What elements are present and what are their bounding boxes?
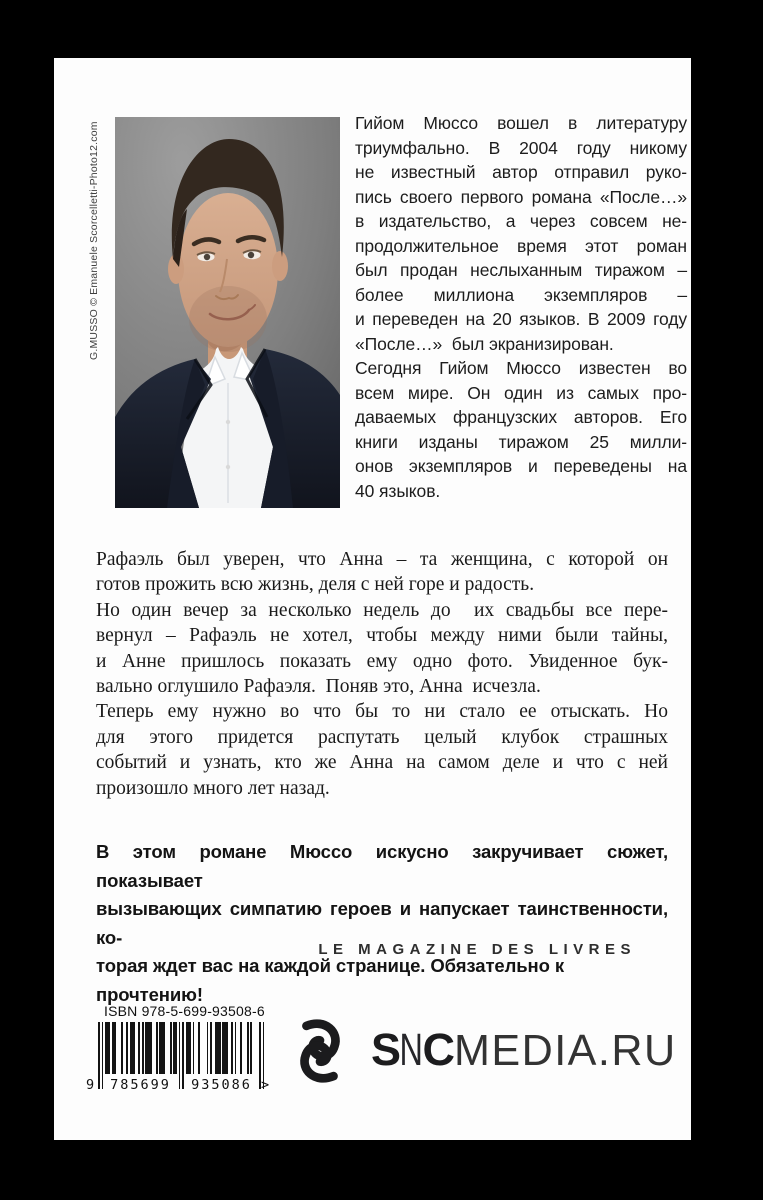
barcode-suffix: > [261, 1077, 270, 1093]
text-line: книги изданы тиражом 25 милли- [355, 431, 687, 452]
text-line: произошло много лет назад. [96, 777, 330, 799]
eksmo-swirl-icon [291, 1015, 349, 1087]
isbn-label: ISBN 978-5-699-93508-6 [104, 1003, 265, 1019]
text-line: вернул – Рафаэль не хотел, чтобы между ними были тайны, [96, 625, 668, 647]
text-line: пись своего первого романа «После…» [355, 186, 687, 207]
barcode-digits-right: 935086 [186, 1077, 257, 1093]
text-line: Но один вечер за несколько недель до их свадьбы все пере- [96, 599, 668, 621]
text-line: не известный автор отправил руко- [355, 162, 687, 182]
site-logo-s: S [371, 1024, 401, 1075]
author-portrait-illustration [115, 117, 340, 508]
text-line: Сегодня Гийом Мюссо известен во [355, 358, 687, 378]
author-photo [115, 117, 340, 508]
text-line: более миллиона экземпляров – [355, 284, 687, 305]
site-logo-rest: MEDIA.RU [454, 1026, 677, 1075]
text-line: всем мире. Он один из самых про- [355, 382, 687, 403]
text-line: вызывающих симпатию героев и напускает таинственности, ко- [96, 898, 674, 948]
text-line: продолжительное время этот роман [355, 235, 687, 256]
barcode-block [86, 1003, 298, 1093]
text-line: Теперь ему нужно во что бы то ни стало ее отыскать. Но [96, 701, 668, 723]
barcode-bars [86, 1022, 298, 1093]
text-line: вально оглушило Рафаэля. Поняв это, Анна исчезла. [96, 676, 541, 698]
text-line: Гийом Мюссо вошел в литературу [355, 113, 687, 133]
site-logo [371, 1024, 681, 1075]
annotation [96, 547, 668, 801]
review-source: LE MAGAZINE DES LIVRES [318, 941, 636, 958]
photo-credit: G.MUSSO © Emanuele Scorcelletti-Photo12.com [88, 121, 100, 360]
text-line: онов экземпляров и переведены на [355, 456, 687, 476]
text-line: торая ждет вас на каждой странице. Обязательно к прочтению! [96, 955, 570, 1005]
text-line: Рафаэль был уверен, что Анна – та женщина, с которой он [96, 549, 668, 570]
text-line: «После…» был экранизирован. [355, 333, 614, 354]
text-line: и переведен на 20 языков. В 2009 году [355, 309, 687, 329]
barcode-gap [200, 1022, 207, 1074]
text-line: 40 языков. [355, 480, 441, 501]
site-logo-c: C [422, 1024, 455, 1075]
text-line: триумфально. В 2004 году никому [355, 137, 687, 158]
ear [272, 251, 288, 281]
text-line: событий и узнать, кто же Анна на самом деле и что с ней [96, 752, 668, 774]
text-line: В этом романе Мюссо искусно закручивает сюжет, показывает [96, 841, 674, 891]
text-line: для этого придется распутать целый клубок страшных [96, 726, 668, 748]
text-line: готов прожить всю жизнь, деля с ней горе и радость. [96, 574, 535, 596]
page [54, 58, 691, 1140]
barcode-lead-digit: 9 [86, 1077, 95, 1093]
author-bio [355, 111, 687, 503]
text-line: даваемых французских авторов. Его [355, 407, 687, 427]
barcode-gap [252, 1022, 259, 1074]
text-line: был продан неслыханным тиражом – [355, 260, 687, 280]
barcode-digits-left: 785699 [105, 1077, 176, 1093]
text-line: и Анне пришлось показать ему одно фото. Увиденное бук- [96, 650, 668, 672]
review-quote [96, 838, 674, 1010]
text-line: в издательство, а через совсем не- [355, 211, 687, 231]
site-logo-n: N [399, 1024, 423, 1075]
barcode-bar [145, 1022, 152, 1074]
